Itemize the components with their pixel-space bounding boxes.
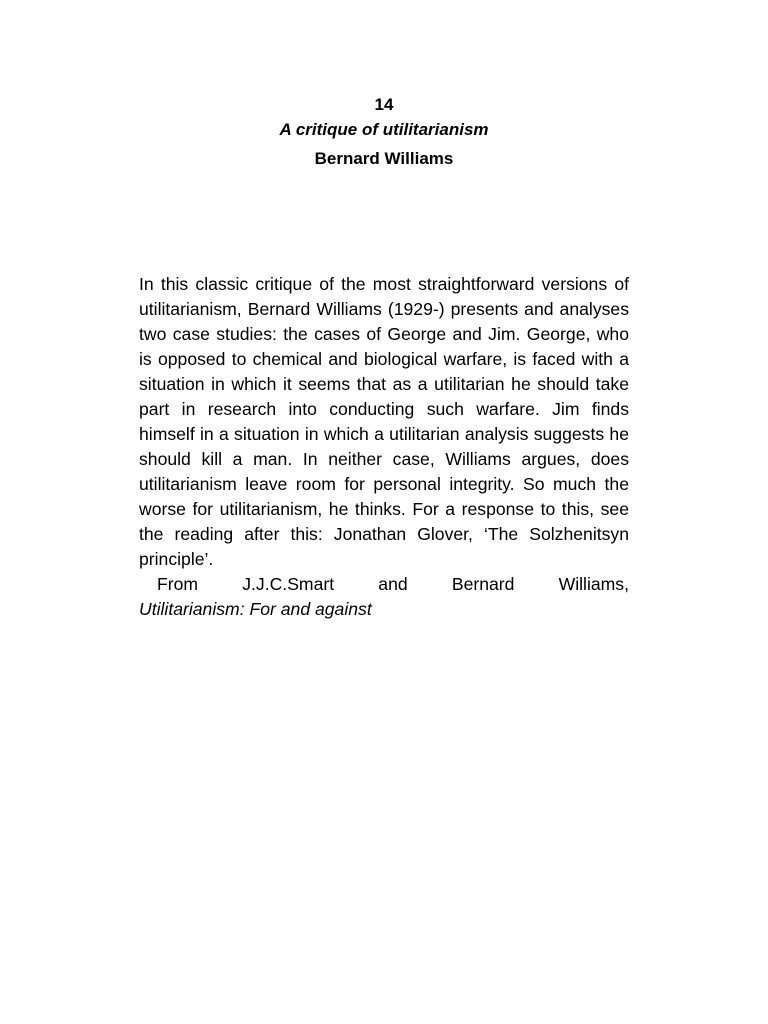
- intro-paragraph: In this classic critique of the most straightforward versions of utilitarianism, Bernard Williams (1929-) presents and analyses two case studies: the cases of George and Jim. George, who is opposed to chemical and biological warfare, is faced with a situation in which it seems that as a utilitarian he should take part in research into conducting such warfare. Jim finds himself in a situation in which a utilitarian analysis suggests he should kill a man. In neither case, Williams argues, does utilitarianism leave room for personal integrity. So much the worse for utilitarianism, he thinks. For a response to this, see the reading after this: Jonathan Glover, ‘The Solzhenitsyn principle’.: [139, 274, 629, 569]
- source-citation: From J.J.C.Smart and Bernard Williams,: [157, 574, 629, 594]
- chapter-introduction: [139, 272, 629, 622]
- chapter-title: A critique of utilitarianism: [279, 120, 489, 139]
- chapter-number: 14: [374, 95, 394, 114]
- chapter-author: Bernard Williams: [314, 149, 454, 168]
- source-book-title: Utilitarianism: For and against: [139, 599, 372, 619]
